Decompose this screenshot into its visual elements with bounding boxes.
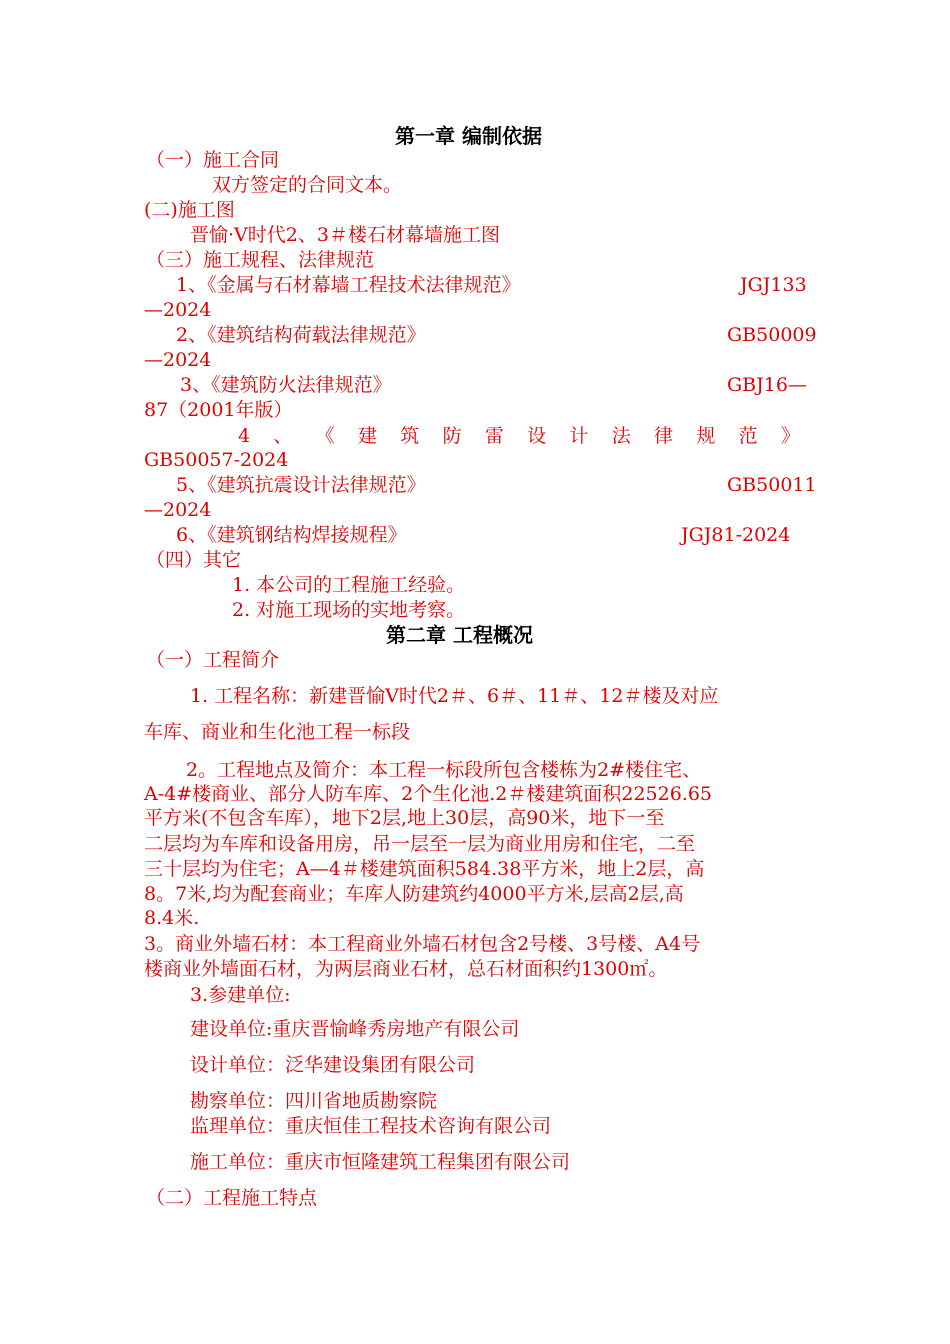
unit-owner: 建设单位:重庆晋愉峰秀房地产有限公司 — [190, 1018, 520, 1040]
location-line-1: 2。工程地点及简介：本工程一标段所包含楼栋为2#楼住宅、 — [186, 759, 702, 781]
location-line-4: 二层均为车库和设备用房，吊一层至一层为商业用房和住宅，二至 — [144, 833, 696, 855]
standard-4-char: 、 — [273, 425, 293, 447]
section-features-heading: （二）工程施工特点 — [146, 1187, 318, 1209]
unit-supervision: 监理单位：重庆恒佳工程技术咨询有限公司 — [190, 1115, 552, 1137]
standard-4-char: 设 — [527, 425, 547, 447]
standard-4-char: 4 — [238, 425, 251, 447]
standard-4-code: GB50057-2024 — [144, 449, 289, 471]
standard-4-char: 筑 — [400, 425, 420, 447]
other-item-1: 1. 本公司的工程施工经验。 — [232, 574, 466, 596]
chapter-2-title: 第二章 工程概况 — [386, 623, 533, 647]
standard-3-code: GBJ16— — [727, 374, 807, 396]
standard-1-year: —2024 — [144, 299, 212, 321]
standard-6-name: 6、《建筑钢结构焊接规程》 — [176, 524, 407, 546]
other-item-2: 2. 对施工现场的实地考察。 — [232, 599, 466, 621]
project-name-line-1: 1. 工程名称：新建晋愉Ⅴ时代2＃、6＃、11＃、12＃楼及对应 — [190, 685, 719, 707]
standard-2-code: GB50009 — [727, 324, 817, 346]
location-line-3: 平方米(不包含车库），地下2层,地上30层，高90米，地下一至 — [144, 807, 665, 829]
section-other-heading: （四）其它 — [146, 549, 242, 571]
standard-4-char: 规 — [696, 425, 716, 447]
section-contract-body: 双方签定的合同文本。 — [212, 174, 403, 196]
section-contract-heading: （一）施工合同 — [146, 149, 280, 171]
section-intro-heading: （一）工程简介 — [146, 649, 280, 671]
standard-4-char: 律 — [654, 425, 674, 447]
location-line-7: 8.4米. — [144, 907, 200, 929]
standard-5-code: GB50011 — [727, 474, 817, 496]
standard-1-code: JGJ133 — [740, 274, 807, 296]
standard-4-char: 》 — [780, 425, 800, 447]
participants-heading: 3.参建单位: — [190, 984, 291, 1006]
standard-6-code: JGJ81-2024 — [681, 524, 791, 546]
standard-4-char: 雷 — [484, 425, 504, 447]
location-line-5: 三十层均为住宅；A—4＃楼建筑面积584.38平方米，地上2层，高 — [144, 858, 705, 880]
standard-2-year: —2024 — [144, 349, 212, 371]
standard-4-name — [238, 424, 800, 448]
standard-4-char: 建 — [357, 425, 377, 447]
standard-4-char: 计 — [569, 425, 589, 447]
chapter-1-title: 第一章 编制依据 — [395, 124, 542, 148]
section-drawings-body: 晋愉·V时代2、3＃楼石材幕墙施工图 — [190, 224, 500, 246]
standard-5-name: 5、《建筑抗震设计法律规范》 — [176, 474, 426, 496]
stone-line-1: 3。商业外墙石材：本工程商业外墙石材包含2号楼、3号楼、A4号 — [144, 933, 701, 955]
standard-3-year: 87（2001年版） — [144, 399, 293, 421]
unit-construction: 施工单位：重庆市恒隆建筑工程集团有限公司 — [190, 1151, 571, 1173]
standard-4-char: 范 — [738, 425, 758, 447]
project-name-line-2: 车库、商业和生化池工程一标段 — [144, 721, 411, 743]
section-standards-heading: （三）施工规程、法律规范 — [146, 249, 375, 271]
standard-2-name: 2、《建筑结构荷载法律规范》 — [176, 324, 426, 346]
unit-design: 设计单位：泛华建设集团有限公司 — [190, 1054, 476, 1076]
standard-5-year: —2024 — [144, 499, 212, 521]
stone-line-2: 楼商业外墙面石材，为两层商业石材，总石材面积约1300㎡。 — [144, 958, 668, 980]
location-line-6: 8。7米,均为配套商业；车库人防建筑约4000平方米,层高2层,高 — [144, 883, 684, 905]
section-drawings-heading: (二)施工图 — [144, 199, 235, 221]
standard-1-name: 1、《金属与石材幕墙工程技术法律规范》 — [176, 274, 521, 296]
location-line-2: A-4#楼商业、部分人防车库、2个生化池.2＃楼建筑面积22526.65 — [144, 783, 713, 805]
standard-4-char: 《 — [315, 425, 335, 447]
unit-survey: 勘察单位：四川省地质勘察院 — [190, 1090, 438, 1112]
standard-3-name: 3、《建筑防火法律规范》 — [180, 374, 392, 396]
standard-4-char: 法 — [611, 425, 631, 447]
standard-4-char: 防 — [442, 425, 462, 447]
